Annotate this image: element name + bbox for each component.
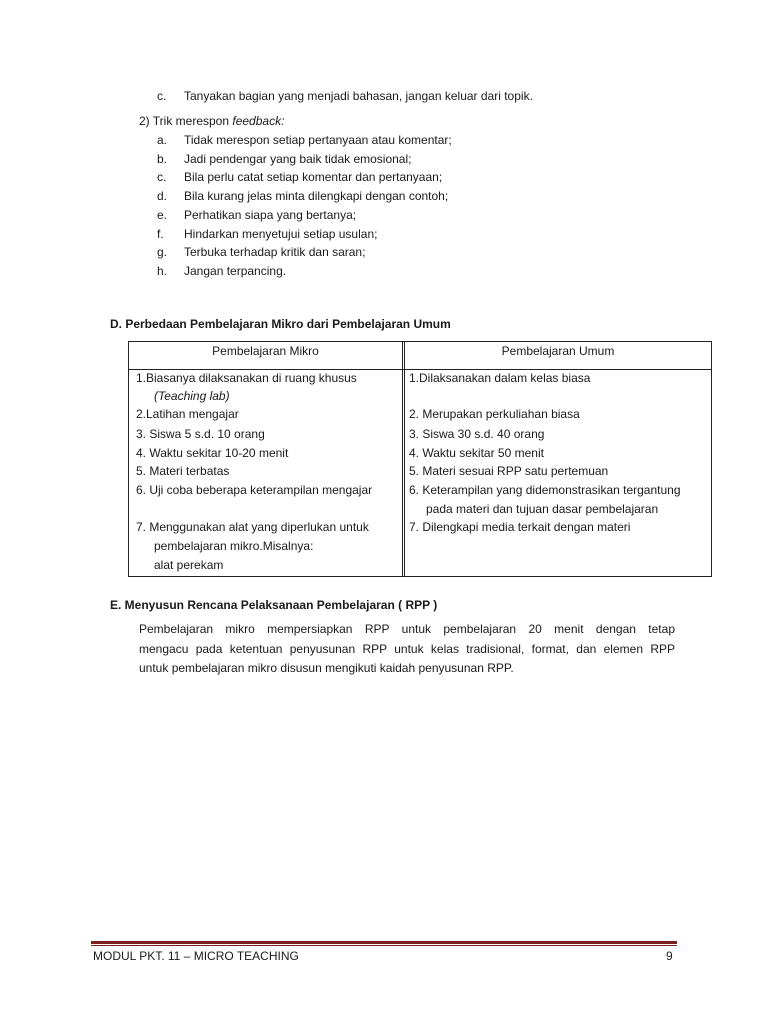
list-marker: a.	[157, 133, 168, 147]
table-header-mikro: Pembelajaran Mikro	[212, 344, 319, 358]
table-cell: 7. Menggunakan alat yang diperlukan untuk	[136, 520, 369, 534]
table-cell: 1.Dilaksanakan dalam kelas biasa	[409, 371, 591, 385]
trik-heading-prefix: 2) Trik merespon	[139, 114, 233, 128]
paragraph-line: untuk pembelajaran mikro disusun mengikuti kaidah penyusunan RPP.	[139, 661, 514, 675]
list-marker: h.	[157, 264, 168, 278]
list-marker: g.	[157, 245, 168, 259]
footer-title: MODUL PKT. 11 – MICRO TEACHING	[93, 949, 299, 963]
table-cell: 1.Biasanya dilaksanakan di ruang khusus	[136, 371, 357, 385]
page-number: 9	[666, 949, 673, 963]
table-cell: pembelajaran mikro.Misalnya:	[154, 539, 314, 553]
list-item-text: Jangan terpancing.	[184, 264, 287, 278]
list-item-text: Perhatikan siapa yang bertanya;	[184, 208, 357, 222]
table-cell: 3. Siswa 5 s.d. 10 orang	[136, 427, 265, 441]
comparison-table	[128, 341, 712, 577]
table-cell: 3. Siswa 30 s.d. 40 orang	[409, 427, 545, 441]
section-e-paragraph	[139, 620, 675, 679]
list-marker: c.	[157, 170, 167, 184]
table-cell: 5. Materi sesuai RPP satu pertemuan	[409, 464, 609, 478]
list-item-text: Terbuka terhadap kritik dan saran;	[184, 245, 366, 259]
list-item-text: Hindarkan menyetujui setiap usulan;	[184, 227, 378, 241]
list-item-text: Tidak merespon setiap pertanyaan atau komentar;	[184, 133, 452, 147]
list-item-text: Bila kurang jelas minta dilengkapi dengan contoh;	[184, 189, 449, 203]
list-marker: f.	[157, 227, 164, 241]
table-cell: pada materi dan tujuan dasar pembelajaran	[426, 502, 659, 516]
table-cell: 7. Dilengkapi media terkait dengan materi	[409, 520, 631, 534]
list-item-text: Tanyakan bagian yang menjadi bahasan, jangan keluar dari topik.	[184, 89, 533, 103]
list-item-text: Bila perlu catat setiap komentar dan pertanyaan;	[184, 170, 443, 184]
table-cell: 2. Merupakan perkuliahan biasa	[409, 407, 580, 421]
footer-rule	[91, 941, 677, 944]
table-cell: alat perekam	[154, 558, 224, 572]
table-cell: 4. Waktu sekitar 10-20 menit	[136, 446, 289, 460]
list-marker: d.	[157, 189, 168, 203]
table-header-rule	[129, 369, 711, 370]
list-marker-c: c.	[157, 89, 167, 103]
paragraph-line: mengacu pada ketentuan penyusunan RPP untuk kelas tradisional, format, dan elemen RPP	[139, 641, 675, 656]
trik-heading	[139, 114, 284, 129]
list-marker: b.	[157, 152, 168, 166]
table-divider	[402, 342, 403, 576]
trik-heading-italic: feedback:	[232, 114, 285, 128]
table-cell: (Teaching lab)	[154, 389, 230, 403]
table-cell: 5. Materi terbatas	[136, 464, 230, 478]
table-cell: 6. Keterampilan yang didemonstrasikan tergantung	[409, 483, 681, 497]
list-item-text: Jadi pendengar yang baik tidak emosional;	[184, 152, 412, 166]
section-d-title: D. Perbedaan Pembelajaran Mikro dari Pembelajaran Umum	[110, 317, 451, 331]
section-e-title: E. Menyusun Rencana Pelaksanaan Pembelajaran ( RPP )	[110, 598, 438, 612]
paragraph-line: Pembelajaran mikro mempersiapkan RPP untuk pembelajaran 20 menit dengan tetap	[139, 622, 675, 636]
table-cell: 2.Latihan mengajar	[136, 407, 239, 421]
table-cell: 6. Uji coba beberapa keterampilan mengajar	[136, 483, 373, 497]
table-header-umum: Pembelajaran Umum	[501, 344, 615, 358]
list-marker: e.	[157, 208, 168, 222]
table-cell: 4. Waktu sekitar 50 menit	[409, 446, 544, 460]
footer-rule-thin	[91, 945, 677, 946]
table-divider	[404, 342, 405, 576]
